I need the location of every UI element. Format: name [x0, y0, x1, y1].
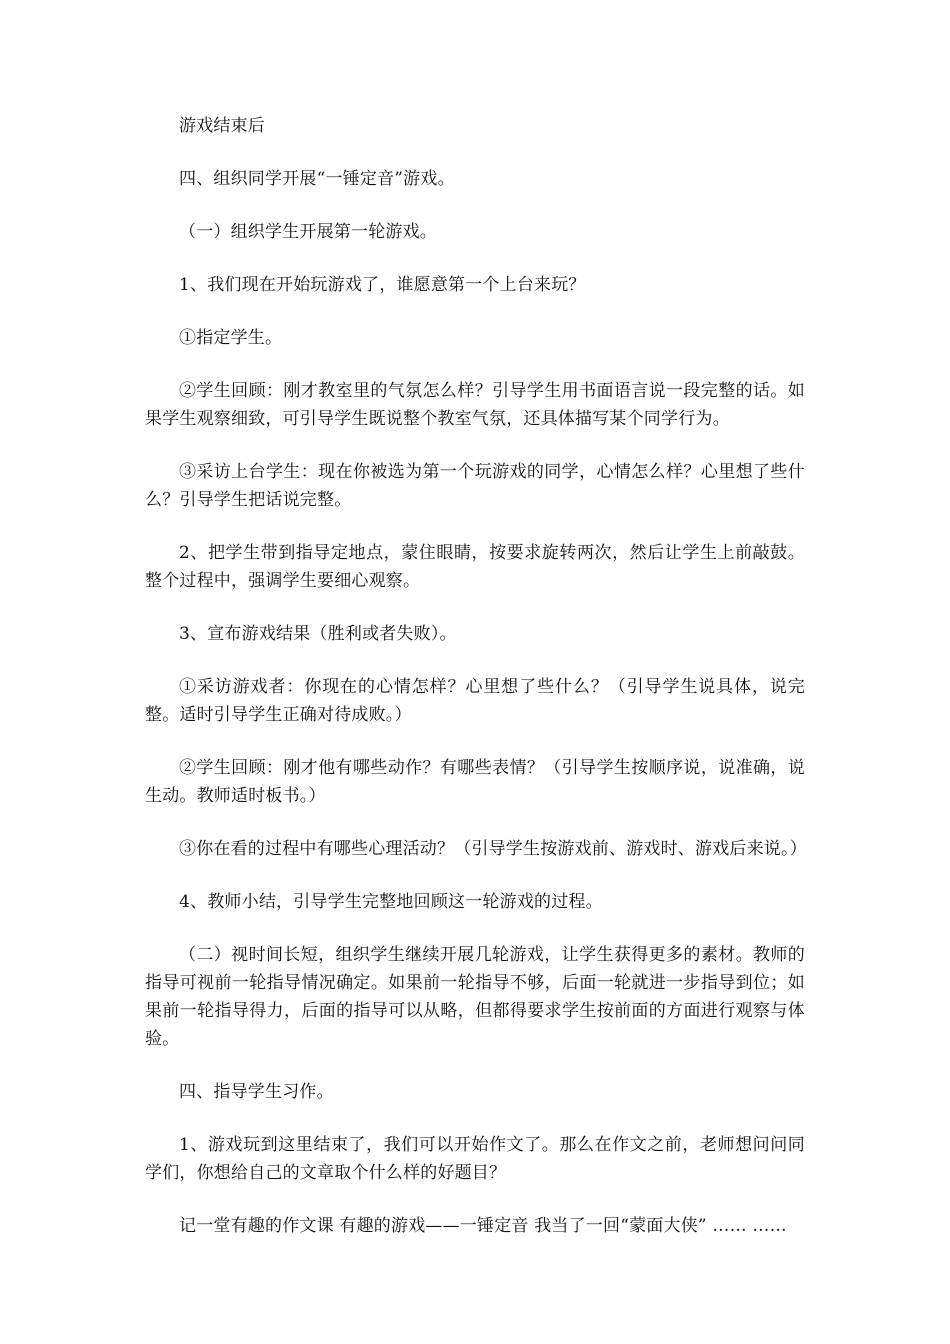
paragraph-section-four-writing: 四、指导学生习作。: [179, 1082, 334, 1102]
paragraph-interview-student: ③采访上台学生：现在你被选为第一个玩游戏的同学，心情怎么样？心里想了些什么？引导学生把话说完整。: [145, 462, 805, 510]
document-body: [145, 112, 805, 1265]
paragraph-review-actions: ②学生回顾：刚才他有哪些动作？有哪些表情？（引导学生按顺序说，说准确，说生动。教师适时板书。）: [145, 758, 805, 806]
paragraph-step-3: 3、宣布游戏结果（胜利或者失败）。: [179, 624, 457, 644]
paragraph-mental-activity: ③你在看的过程中有哪些心理活动？（引导学生按游戏前、游戏时、游戏后来说。）: [179, 839, 807, 859]
paragraph-writing-step-1: 1、游戏玩到这里结束了，我们可以开始作文了。那么在作文之前，老师想问问同学们，你想给自己的文章取个什么样的好题目？: [145, 1135, 805, 1183]
paragraph-student-review: ②学生回顾：刚才教室里的气氛怎么样？引导学生用书面语言说一段完整的话。如果学生观察细致，可引导学生既说整个教室气氛，还具体描写某个同学行为。: [145, 381, 805, 429]
paragraph-title-examples: 记一堂有趣的作文课 有趣的游戏——一锤定音 我当了一回“蒙面大侠” …… ……: [179, 1216, 787, 1236]
paragraph-step-1: 1、我们现在开始玩游戏了，谁愿意第一个上台来玩？: [179, 275, 586, 295]
paragraph-game-end: 游戏结束后: [179, 116, 265, 136]
paragraph-step-4: 4、教师小结，引导学生完整地回顾这一轮游戏的过程。: [179, 892, 603, 912]
paragraph-round-one: （一）组织学生开展第一轮游戏。: [179, 222, 437, 242]
paragraph-interview-player: ①采访游戏者：你现在的心情怎样？心里想了些什么？（引导学生说具体，说完整。适时引导学生正确对待成败。）: [145, 677, 805, 725]
paragraph-round-two: （二）视时间长短，组织学生继续开展几轮游戏，让学生获得更多的素材。教师的指导可视前一轮指导情况确定。如果前一轮指导不够，后面一轮就进一步指导到位；如果前一轮指导得力，后面的指导可以从略，但都得要求学生按前面的方面进行观察与体验。: [145, 945, 805, 1049]
paragraph-section-four-game: 四、组织同学开展“一锤定音”游戏。: [179, 169, 455, 189]
paragraph-step-2: 2、把学生带到指导定地点，蒙住眼睛，按要求旋转两次，然后让学生上前敲鼓。整个过程中，强调学生要细心观察。: [145, 543, 805, 591]
paragraph-designate-student: ①指定学生。: [179, 328, 283, 348]
